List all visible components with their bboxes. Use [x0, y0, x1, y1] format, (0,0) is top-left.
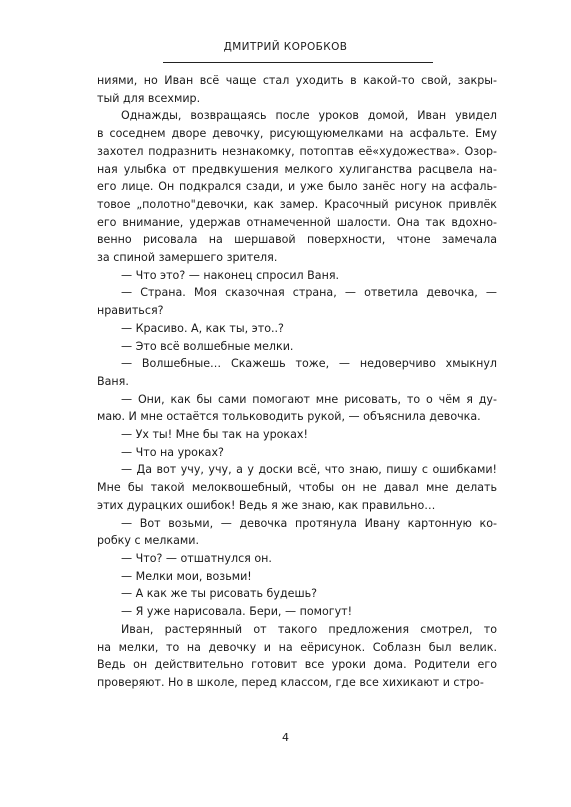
text-line: проверяют. Но в школе, перед классом, где все хихикают и стро- [97, 675, 484, 689]
text-line: — Страна. Моя сказочная страна, — ответила девочка, — [121, 286, 497, 300]
paragraph [97, 461, 497, 514]
paragraph [97, 515, 497, 550]
text-line: — Что на уроках? [121, 445, 224, 459]
text-line: — Мелки мои, возьми! [121, 569, 252, 583]
paragraph [97, 603, 497, 621]
text-line: Ваня. [97, 374, 129, 388]
text-line: Иван, растерянный от такого предложения смотрел, то [121, 622, 497, 636]
text-line: товое „полотно"девочки, как замер. Красочный рисунок привлёк [97, 197, 497, 211]
text-line: захотел подразнить незнакомку, потоптав её«художества». Озор- [97, 144, 497, 158]
paragraph [97, 391, 497, 426]
text-line: — Вот возьми, — девочка протянула Ивану картонную ко- [121, 516, 497, 530]
header-rule [163, 62, 433, 63]
text-line: Ведь он действительно готовит все уроки дома. Родители его [97, 658, 497, 672]
text-line: венно рисовала на шершавой поверхности, чтоне замечала [97, 233, 497, 247]
text-line: ная улыбка от предвкушения мелкого хулиганства расцвела на- [97, 162, 497, 176]
paragraph [97, 550, 497, 568]
text-line: Мне бы такой мелоквошебный, чтобы он не давал мне делать [97, 481, 497, 495]
text-line: его лице. Он подкрался сзади, и уже было занёс ногу на асфаль- [97, 180, 497, 194]
paragraph [97, 284, 497, 319]
text-line: — Я уже нарисовала. Бери, — помогут! [121, 605, 353, 619]
paragraph [97, 320, 497, 338]
paragraph [97, 267, 497, 285]
text-line: — Это всё волшебные мелки. [121, 339, 294, 353]
text-line: на мелки, то на девочку и на еёрисунок. Соблазн был велик. [97, 640, 497, 654]
paragraph [97, 444, 497, 462]
text-line: — Что это? — наконец спросил Ваня. [121, 268, 340, 282]
paragraph [97, 568, 497, 586]
text-line: — Они, как бы сами помогают мне рисовать, то о чём я ду- [121, 392, 497, 406]
text-line: его внимание, удержав отнамеченной шалости. Она так вдохно- [97, 215, 497, 229]
text-line: — Волшебные… Скажешь тоже, — недоверчиво хмыкнул [121, 357, 497, 371]
text-line: ниями, но Иван всё чаще стал уходить в какой-то свой, закры- [97, 74, 497, 87]
text-line: тый для всехмир. [97, 91, 201, 105]
body-text [97, 72, 497, 692]
paragraph [97, 426, 497, 444]
text-line: — А как же ты рисовать будешь? [121, 587, 318, 601]
paragraph [97, 107, 497, 266]
text-line: нравиться? [97, 304, 164, 318]
page-number: 4 [282, 731, 289, 744]
text-line: этих дурацких ошибок! Ведь я же знаю, как правильно… [97, 498, 436, 512]
text-line: в соседнем дворе девочку, рисующуюмелками на асфальте. Ему [97, 127, 497, 141]
text-line: — Красиво. А, как ты, это..? [121, 321, 284, 335]
running-header: ДМИТРИЙ КОРОБКОВ [223, 41, 348, 53]
text-line: робку с мелками. [97, 534, 199, 548]
paragraph [97, 338, 497, 356]
paragraph [97, 621, 497, 692]
text-line: маю. И мне остаётся тольководить рукой, — объяснила девочка. [97, 410, 481, 424]
paragraph [97, 585, 497, 603]
paragraph [97, 355, 497, 390]
text-line: — Ух ты! Мне бы так на уроках! [121, 428, 308, 442]
text-line: за спиной замершего зрителя. [97, 251, 278, 265]
paragraph [97, 72, 497, 107]
text-line: Однажды, возвращаясь после уроков домой, Иван увидел [121, 109, 497, 123]
text-line: — Да вот учу, учу, а у доски всё, что знаю, пишу с ошибками! [121, 463, 497, 477]
text-line: — Что? — отшатнулся он. [121, 551, 272, 565]
